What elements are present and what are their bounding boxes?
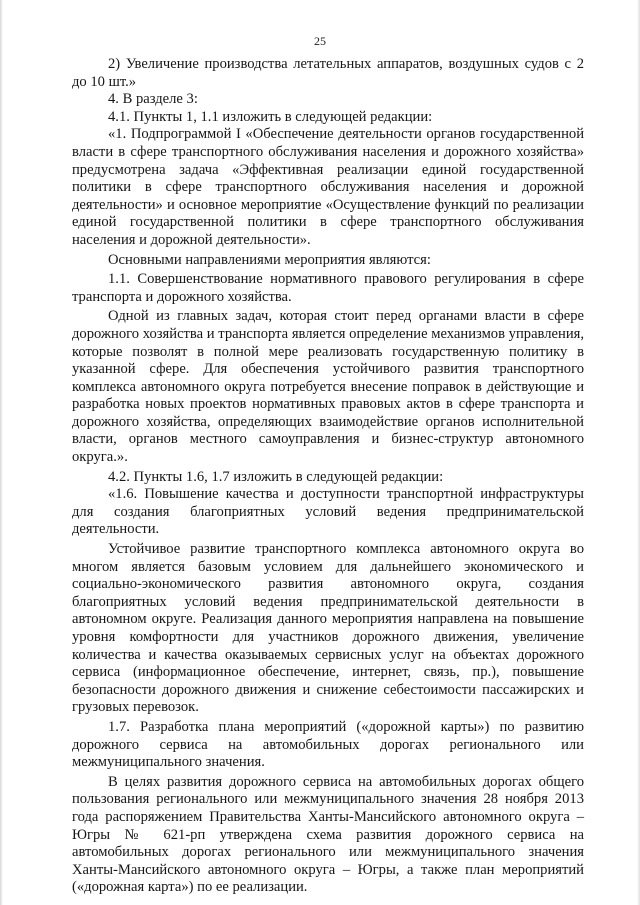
paragraph: «1.6. Повышение качества и доступности транспортной инфраструктуры для создания благоприятных условий ведения предпринимательской деятельности. — [72, 486, 584, 538]
paragraph: Одной из главных задач, которая стоит перед органами власти в сфере дорожного хозяйства и транспорта является определение механизмов управления, которые позволят в полной мере реализовать государственную политику в указанной сфере. Для обеспечения устойчивого развития транспортного комплекса автономного округа потребуется внесение поправок в действующие и разработка новых проектов нормативных правовых актов в сфере транспорта и дорожного хозяйства, определяющих взаимодействие органов исполнительной власти, органов местного самоуправления и бизнес-структур автономного округа.». — [72, 308, 584, 466]
paragraph: 2) Увеличение производства летательных аппаратов, воздушных судов с 2 до 10 шт.» — [72, 56, 584, 90]
paragraph: 4.2. Пункты 1.6, 1.7 изложить в следующей редакции: — [108, 468, 444, 485]
paragraph: 4. В разделе 3: — [108, 91, 198, 108]
paragraph: 1.7. Разработка плана мероприятий («дорожной карты») по развитию дорожного сервиса на автомобильных дорогах регионального или межмуниципального значения. — [72, 718, 584, 771]
paragraph: 4.1. Пункты 1, 1.1 изложить в следующей редакции: — [108, 108, 433, 125]
page-number: 25 — [314, 34, 326, 48]
paragraph: В целях развития дорожного сервиса на автомобильных дорогах общего пользования регионального или межмуниципального значения 28 ноября 2013 года распоряжением Правительства Ханты-Мансийского автономного округа – Югры № 621-рп утверждена схема развития дорожного сервиса на автомобильных дорогах регионального или межмуниципального значения Ханты-Мансийского автономного округа – Югры, а также план мероприятий («дорожная карта») по ее реализации. — [72, 773, 584, 896]
paragraph: Устойчивое развитие транспортного комплекса автономного округа во многом является базовым условием для дальнейшего экономического и социально-экономического развития автономного округа, создания благоприятных условий ведения предпринимательской деятельности в автономном округе. Реализация данного мероприятия направлена на повышение уровня комфортности для участников дорожного движения, увеличение количества и качества оказываемых сервисных услуг на объектах дорожного сервиса (информационное обеспечение, интернет, связь, пр.), повышение безопасности дорожного движения и снижение себестоимости пассажирских и грузовых перевозок. — [72, 541, 584, 716]
document-body — [72, 56, 584, 897]
paragraph: «1. Подпрограммой I «Обеспечение деятельности органов государственной власти в сфере транспортного обслуживания населения и дорожного хозяйства» предусмотрена задача «Эффективная реализации единой государственной политики в сфере транспортного обслуживания населения и дорожной деятельности» и основное мероприятие «Осуществление функций по реализации единой государственной политики в сфере транспортного обслуживания населения и дорожной деятельности». — [72, 126, 584, 248]
paragraph: Основными направлениями мероприятия являются: — [108, 251, 431, 268]
scan-edge-left — [0, 0, 3, 905]
paragraph: 1.1. Совершенствование нормативного правового регулирования в сфере транспорта и дорожного хозяйства. — [72, 271, 584, 305]
